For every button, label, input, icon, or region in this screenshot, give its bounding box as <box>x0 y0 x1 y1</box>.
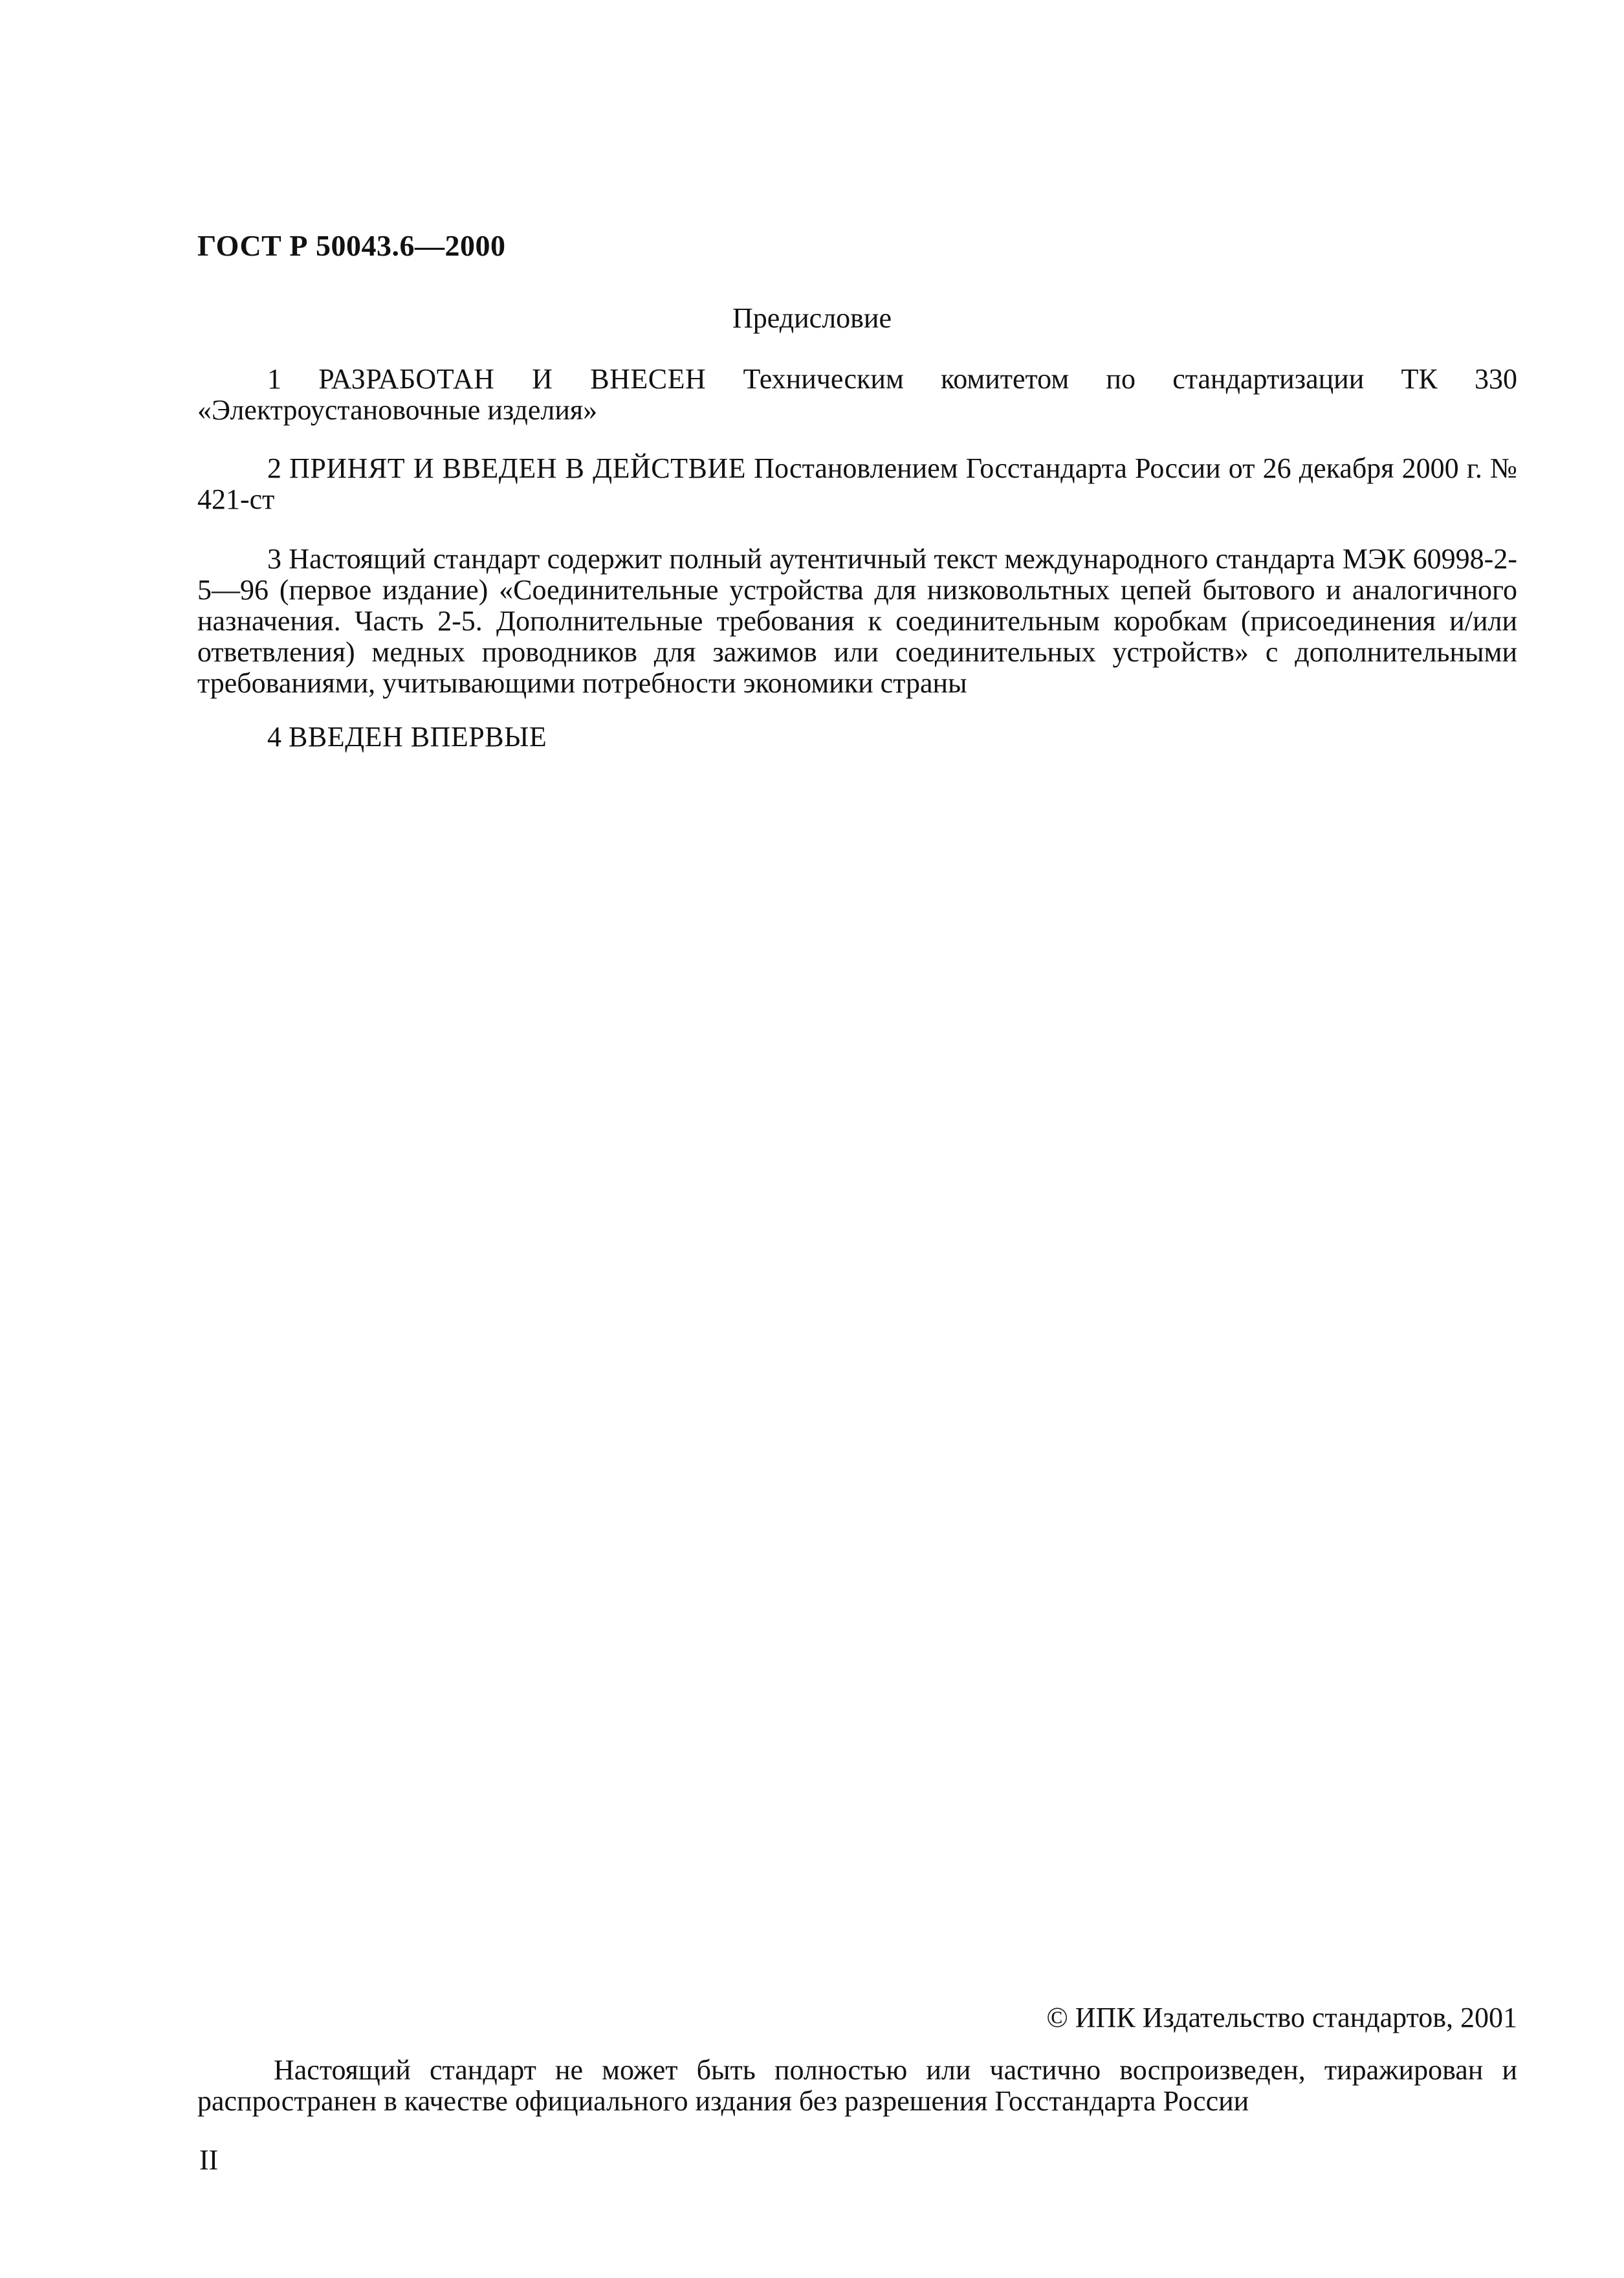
item-text: Постановлением Госстандарта России от 26 декабря 2000 г. № 421-ст <box>197 452 1518 515</box>
page-number: II <box>199 2144 219 2176</box>
foreword-item-4 <box>197 722 1517 753</box>
foreword-item-2 <box>197 453 1517 515</box>
reproduction-notice: Настоящий стандарт не может быть полностью или частично воспроизведен, тиражирован и распространен в качестве официального издания без разрешения Госстандарта России <box>197 2054 1517 2117</box>
foreword-item-1 <box>197 364 1517 426</box>
item-number: 3 <box>267 543 281 575</box>
foreword-title: Предисловие <box>732 302 892 334</box>
document-code: ГОСТ Р 50043.6—2000 <box>197 229 506 262</box>
item-text: Настоящий стандарт содержит полный аутентичный текст международного стандарта МЭК 60998-2-5—96 (первое издание) «Соединительные устройства для низковольтных цепей бытового и аналогичного назначения. Часть 2-5. Дополнительные требования к соединительным коробкам (присоединения и/или ответвления) медных проводников для зажимов или соединительных устройств» с дополнительными требованиями, учитывающими потребности экономики страны <box>197 543 1517 699</box>
foreword-item-3 <box>197 544 1517 699</box>
item-heading: ПРИНЯТ И ВВЕДЕН В ДЕЙСТВИЕ <box>289 452 747 484</box>
item-heading: ВВЕДЕН ВПЕРВЫЕ <box>289 721 547 753</box>
item-number: 4 <box>267 721 281 753</box>
copyright-line: © ИПК Издательство стандартов, 2001 <box>1046 2002 1517 2033</box>
item-heading: РАЗРАБОТАН И ВНЕСЕН <box>318 363 707 395</box>
item-text: Техническим комитетом по стандартизации ТК 330 «Электроустановочные изделия» <box>197 363 1518 426</box>
item-number: 2 <box>267 452 281 484</box>
item-number: 1 <box>267 363 281 395</box>
